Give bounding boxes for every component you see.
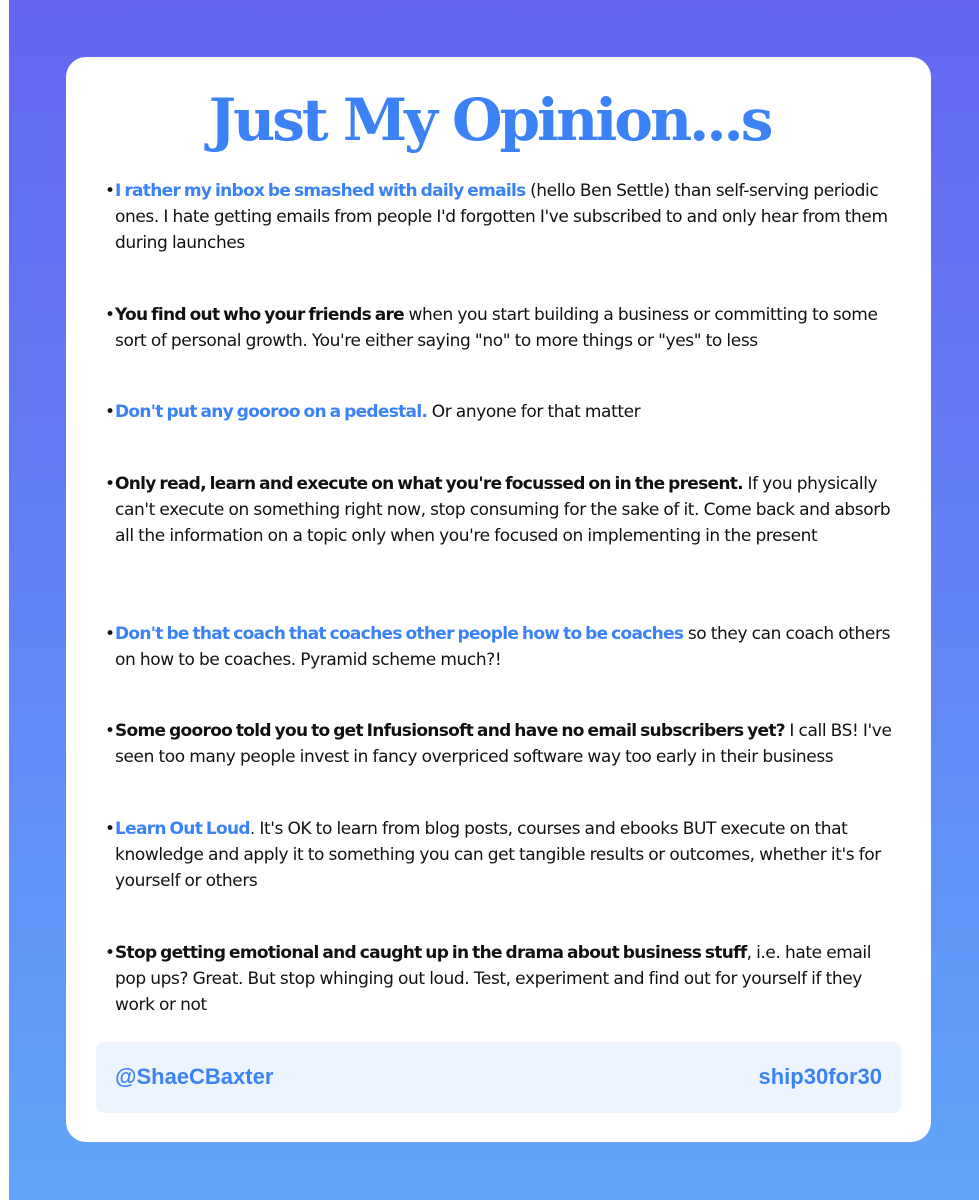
opinion-item-4 [105,471,905,549]
bullet-icon: • [105,721,115,741]
opinion-item-2 [105,302,905,354]
opinion-item-3 [105,399,905,425]
bullet-icon: • [105,624,115,644]
footer-bar [96,1042,901,1113]
opinion-lead: Only read, learn and execute on what you're focussed on in the present. [115,474,743,494]
opinion-item-6 [105,718,905,770]
bullet-icon: • [105,474,115,494]
opinion-text: . It's OK to learn from blog posts, courses and ebooks BUT execute on that knowledge and apply it to something you can get tangible results or outcomes, whether it's for yourself or others [115,819,881,891]
opinion-item-5 [105,621,905,673]
left-edge-strip [0,0,9,1200]
opinion-lead: Some gooroo told you to get Infusionsoft and have no email subscribers yet? [115,721,785,741]
opinion-item-7 [105,816,905,894]
page-title: Just My Opinion...s [208,86,771,154]
opinion-text: so they can coach others on how to be coaches. Pyramid scheme much?! [115,624,891,670]
bullet-icon: • [105,819,115,839]
bullet-icon: • [105,943,115,963]
opinion-lead: I rather my inbox be smashed with daily emails [115,181,526,201]
opinion-lead: Don't put any gooroo on a pedestal. [115,402,428,422]
opinion-lead: Don't be that coach that coaches other people how to be coaches [115,624,684,644]
author-handle: @ShaeCBaxter [115,1064,274,1089]
opinion-item-8 [105,940,905,1018]
opinion-lead: Stop getting emotional and caught up in the drama about business stuff [115,943,747,963]
bullet-icon: • [105,305,115,325]
opinion-text: Or anyone for that matter [427,402,641,422]
opinion-text: I call BS! I've seen too many people invest in fancy overpriced software way too early in their business [115,721,892,767]
opinion-text: (hello Ben Settle) than self-serving periodic ones. I hate getting emails from people I'd forgotten I've subscribed to and only hear from them during launches [115,181,888,253]
opinion-item-1 [105,178,905,256]
bullet-icon: • [105,402,115,422]
opinion-text: , i.e. hate email pop ups? Great. But stop whinging out loud. Test, experiment and find out for yourself if they work or not [115,943,872,1015]
series-tag: ship30for30 [758,1064,882,1089]
opinion-text: If you physically can't execute on something right now, stop consuming for the sake of it. Come back and absorb all the information on a topic only when you're focused on implementing in the present [115,474,891,546]
bullet-icon: • [105,181,115,201]
opinion-lead: You find out who your friends are [115,305,404,325]
opinion-text: when you start building a business or committing to some sort of personal growth. You're either saying "no" to more things or "yes" to less [115,305,878,351]
opinion-lead: Learn Out Loud [115,819,250,839]
